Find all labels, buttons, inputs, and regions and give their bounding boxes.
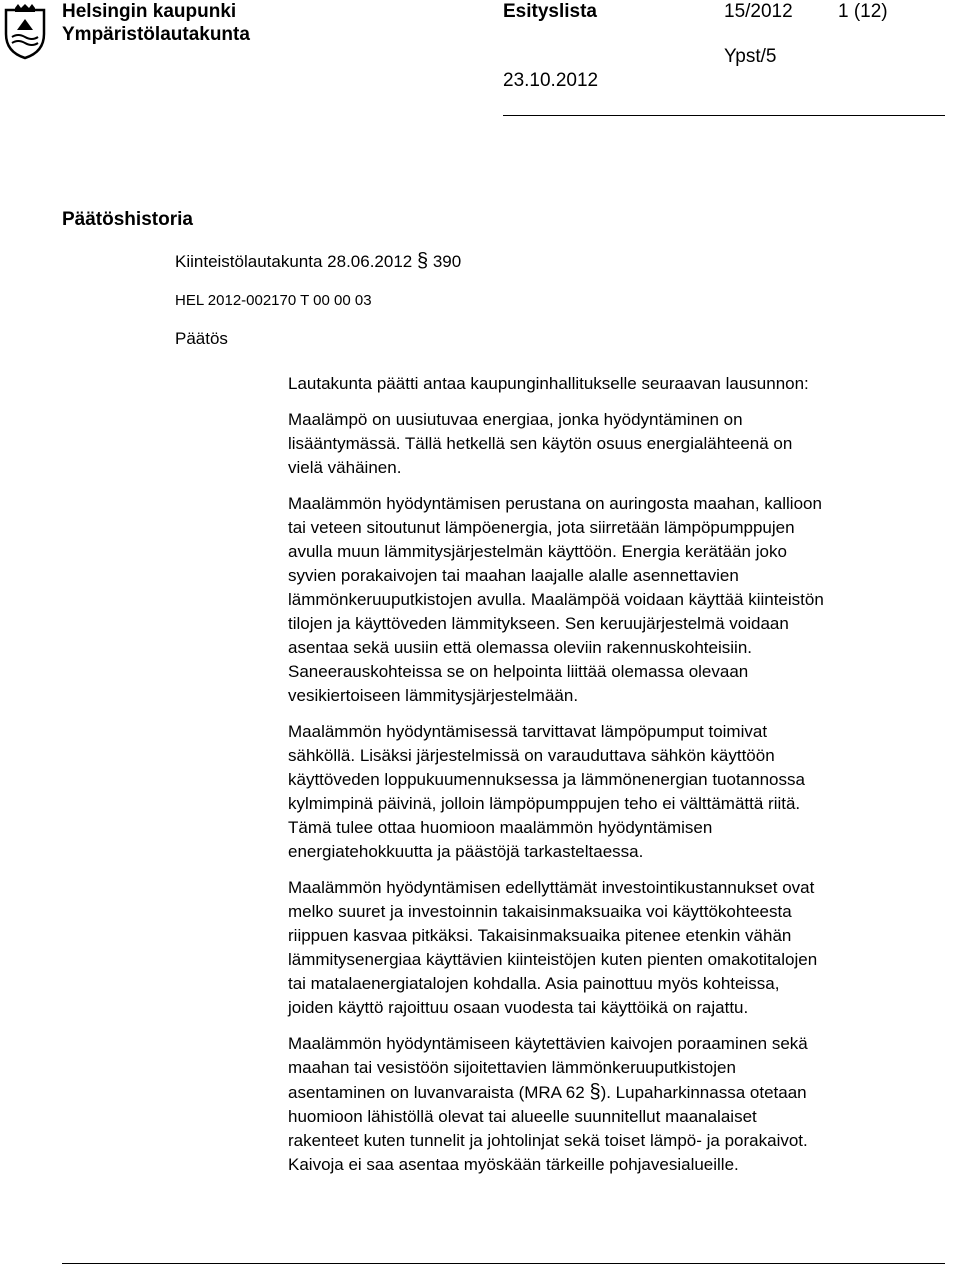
doc-number: 15/2012: [724, 1, 793, 22]
section-title: Päätöshistoria: [62, 209, 193, 230]
paragraph-5-part-a: Maalämmön hyödyntämiseen käytettävien kaivojen poraaminen sekä maahan tai vesistöön sijoitettavien lämmönkeruuputkistojen asentaminen on luvanvaraista (MRA 62: [288, 1034, 808, 1102]
section-sign-icon: §: [589, 1081, 601, 1103]
intro-paragraph: Lautakunta päätti antaa kaupunginhallitukselle seuraavan lausunnon:: [288, 374, 809, 393]
unit-name: Ympäristölautakunta: [62, 24, 250, 45]
decision-text: [288, 372, 948, 1177]
decision-label: Päätös: [175, 329, 228, 348]
page-number: 1 (12): [838, 1, 888, 22]
section-sign-icon: §: [416, 250, 429, 272]
paragraph-5-part-b: ). Lupaharkinnassa otetaan huomioon lähistöllä olevat tai alueelle suunnitellut maanalaiset rakenteet kuten tunnelit ja johtolinjat sekä toiset lämpö- ja porakaivot. Kaivoja ei saa asentaa myöskään tärkeille pohjavesialueille.: [288, 1083, 808, 1174]
item-code: Ypst/5: [724, 46, 777, 67]
paragraph-5: [288, 1032, 948, 1177]
helsinki-crest-icon: [3, 4, 47, 60]
footer-rule: [62, 1263, 945, 1264]
org-name: Helsingin kaupunki: [62, 1, 237, 22]
paragraph-1: Maalämpö on uusiutuvaa energiaa, jonka hyödyntäminen on lisääntymässä. Tällä hetkellä sen käytön osuus energialähteenä on vielä vähäinen.: [288, 410, 793, 477]
section-number: 390: [432, 252, 462, 271]
meeting-info: [175, 251, 461, 272]
doc-date: 23.10.2012: [503, 70, 599, 91]
paragraph-3: Maalämmön hyödyntämisessä tarvittavat lämpöpumput toimivat sähköllä. Lisäksi järjestelmissä on varauduttava sähkön käyttöön käyttöveden loppukuumennuksessa ja lämmönenergian tuotannossa kylmimpinä päivinä, jolloin lämpöpumppujen teho ei välttämättä riitä. Tämä tulee ottaa huomioon maalämmön hyödyntämisen energiatehokkuutta ja päästöjä tarkasteltaessa.: [288, 722, 805, 861]
meeting-name: Kiinteistölautakunta 28.06.2012: [175, 252, 413, 271]
paragraph-2: Maalämmön hyödyntämisen perustana on auringosta maahan, kallioon tai veteen sitoutunut lämpöenergia, jota siirretään lämpöpumppujen avulla muun lämmitysjärjestelmän käyttöön. Energia kerätään joko syvien porakaivojen tai maahan laajalle alalle asennettavien lämmönkeruuputkistojen avulla. Maalämpöä voidaan käyttää kiinteistön tilojen ja käyttöveden lämmitykseen. Sen keruujärjestelmä voidaan asentaa sekä uusiin että olemassa oleviin rakennuskohteisiin. Saneerauskohteissa se on helpointa liittää olemassa olevaan vesikiertoiseen lämmitysjärjestelmään.: [288, 494, 824, 705]
reference-code: HEL 2012-002170 T 00 00 03: [175, 292, 372, 309]
doc-type: Esityslista: [503, 1, 597, 22]
paragraph-4: Maalämmön hyödyntämisen edellyttämät investointikustannukset ovat melko suuret ja investoinnin takaisinmaksuaika voi käyttökohteesta riippuen kasvaa pitkäksi. Takaisinmaksuaika pitenee etenkin vähän lämmitysenergiaa käyttävien kiinteistöjen kuten pienten omakotitalojen tai matalaenergiatalojen kohdalla. Asia painottuu myös kohteissa, joiden käyttö rajoittuu osaan vuodesta tai käyttöikä on rajattu.: [288, 878, 818, 1017]
header-rule: [503, 115, 945, 116]
